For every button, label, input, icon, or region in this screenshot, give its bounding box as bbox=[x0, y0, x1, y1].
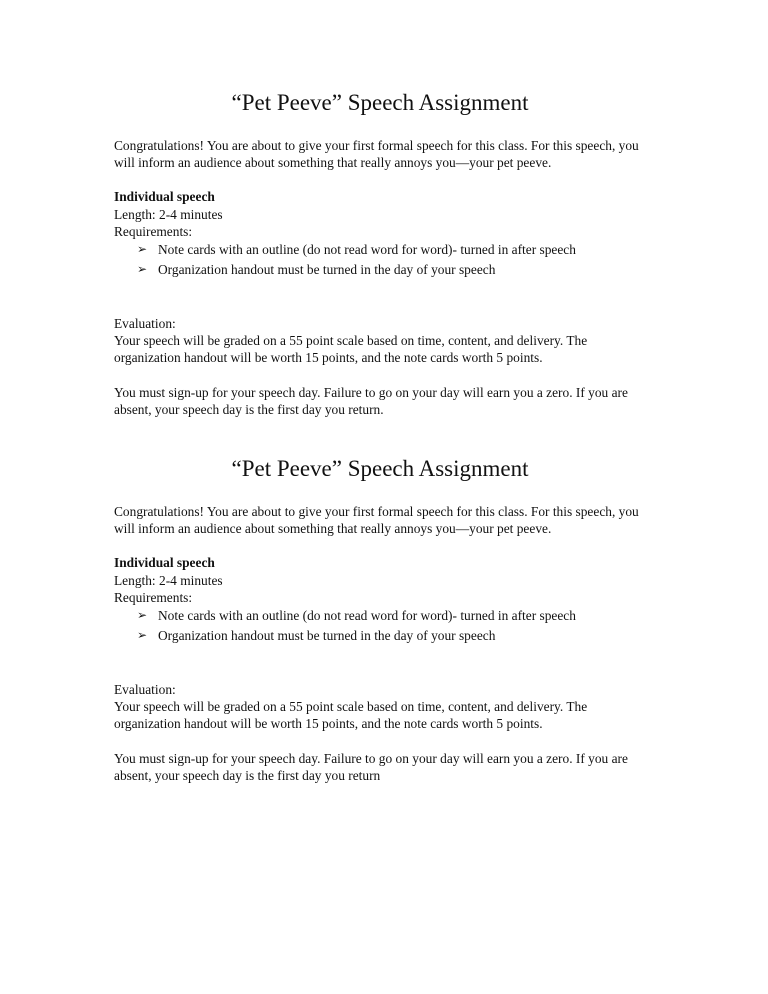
list-item bbox=[137, 260, 654, 280]
list-item bbox=[137, 626, 654, 646]
section-heading: Individual speech bbox=[114, 189, 215, 205]
requirements-label: Requirements: bbox=[114, 223, 193, 239]
evaluation-label: Evaluation: bbox=[114, 316, 176, 332]
list-item-text: Organization handout must be turned in the day of your speech bbox=[158, 627, 496, 643]
intro-paragraph: Congratulations! You are about to give your first formal speech for this class. For this speech, you will inform an audience about something that really annoys you—your pet peeve. bbox=[114, 504, 639, 537]
assignment-section-2 bbox=[114, 454, 654, 784]
list-item-text: Organization handout must be turned in the day of your speech bbox=[158, 261, 496, 277]
list-item bbox=[137, 606, 654, 626]
page-title: “Pet Peeve” Speech Assignment bbox=[231, 456, 529, 481]
requirements-list bbox=[114, 606, 654, 645]
evaluation-paragraph: Your speech will be graded on a 55 point scale based on time, content, and delivery. The organization handout will be worth 15 points, and the note cards worth 5 points. bbox=[114, 699, 588, 732]
arrow-bullet-icon: ➢ bbox=[137, 627, 148, 642]
list-item-text: Note cards with an outline (do not read word for word)- turned in after speech bbox=[158, 608, 576, 624]
arrow-bullet-icon: ➢ bbox=[137, 608, 148, 623]
list-item-text: Note cards with an outline (do not read word for word)- turned in after speech bbox=[158, 242, 576, 258]
intro-paragraph: Congratulations! You are about to give your first formal speech for this class. For this speech, you will inform an audience about something that really annoys you—your pet peeve. bbox=[114, 138, 639, 171]
arrow-bullet-icon: ➢ bbox=[137, 261, 148, 276]
evaluation-label: Evaluation: bbox=[114, 682, 176, 698]
length-line: Length: 2-4 minutes bbox=[114, 206, 223, 222]
signup-paragraph: You must sign-up for your speech day. Failure to go on your day will earn you a zero. If you are absent, your speech day is the first day you return. bbox=[114, 384, 628, 417]
arrow-bullet-icon: ➢ bbox=[137, 242, 148, 257]
assignment-section-1 bbox=[114, 88, 654, 418]
requirements-label: Requirements: bbox=[114, 589, 193, 605]
page-title: “Pet Peeve” Speech Assignment bbox=[231, 90, 529, 115]
length-line: Length: 2-4 minutes bbox=[114, 572, 223, 588]
requirements-list bbox=[114, 240, 654, 279]
evaluation-paragraph: Your speech will be graded on a 55 point scale based on time, content, and delivery. The organization handout will be worth 15 points, and the note cards worth 5 points. bbox=[114, 333, 588, 366]
signup-paragraph: You must sign-up for your speech day. Failure to go on your day will earn you a zero. If you are absent, your speech day is the first day you return bbox=[114, 750, 628, 783]
section-heading: Individual speech bbox=[114, 555, 215, 571]
list-item bbox=[137, 240, 654, 260]
